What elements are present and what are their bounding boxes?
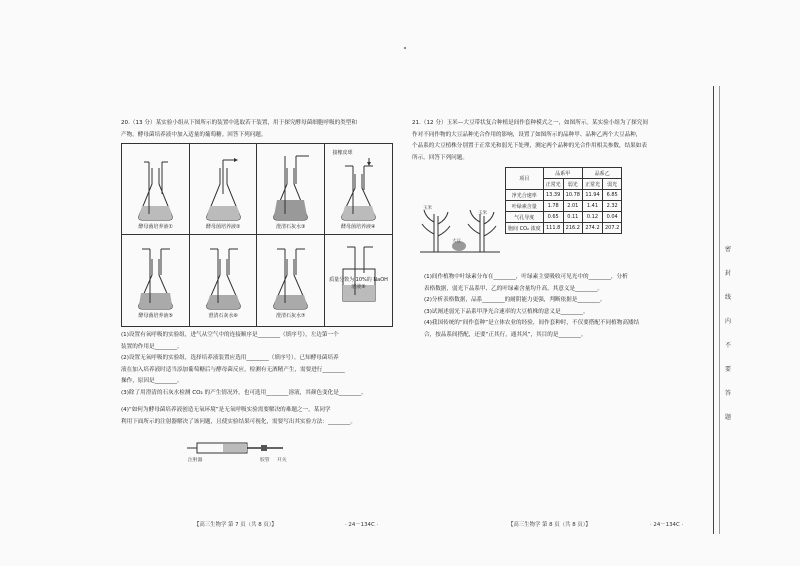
footer-left-code: · 24－134C ·	[345, 522, 379, 528]
binding-char: 线	[724, 294, 731, 301]
device-label: 澄清石灰水⑦	[276, 313, 306, 319]
q20-subq-line: (4)“如何为酵母菌培养液创造无氧环境”是无氧呼吸实验需要解决的难题之一，某同学	[121, 407, 331, 413]
footer-right-code: · 24－134C ·	[650, 522, 684, 528]
footer-right: 【高三生物学 第 8 页（共 8 页）】	[508, 522, 591, 528]
binding-char: 不	[724, 342, 731, 349]
table-row	[506, 190, 622, 201]
table-header-cell: 正常光	[543, 179, 563, 190]
table-header-cell: 项目	[506, 168, 544, 190]
q21-stem	[412, 118, 648, 164]
table-header-cell: 正常光	[582, 179, 602, 190]
scan-dot	[404, 47, 406, 49]
table-group-header: 品系乙	[582, 168, 621, 179]
fig-label-soybean: 大豆	[452, 239, 461, 244]
table-cell: 2.32	[602, 201, 621, 212]
footer-left: 【高三生物学 第 7 页（共 8 页）】	[194, 522, 277, 528]
q20-subq-line: 液在加入培养液时适当添加葡萄糖后与酵母菌反应，检测有无酒精产生，需要进行________	[121, 366, 345, 373]
table-cell: 1.41	[582, 201, 602, 212]
flask-icon	[257, 144, 324, 235]
q21-subq-line: 表格数据，弱光下品系甲、乙的叶绿素含量均升高，其意义是________。	[424, 285, 604, 292]
q21-subq-line: (2)分析表格数据，品系________的耐阴能力更强，判断依据是________。	[424, 297, 606, 303]
binding-char: 封	[724, 270, 731, 277]
binding-line-inner	[719, 86, 720, 534]
tube-label: 胶管	[260, 458, 270, 463]
table-cell: 净光合速率	[506, 190, 544, 201]
device-1	[122, 144, 190, 235]
table-cell: 0.12	[582, 212, 602, 223]
q20-subq-line: 操作，原因是________。	[121, 378, 183, 384]
flask-icon	[190, 144, 257, 235]
device-label: 酵母菌培养液④	[341, 224, 376, 230]
table-cell: 0.04	[602, 212, 621, 223]
device-2	[190, 144, 258, 235]
syringe-label: 注射器	[188, 458, 203, 463]
table-cell: 叶绿素含量	[506, 201, 544, 212]
q20-subq-line: (1)设置有氧呼吸的实验组，进气从空气中的连接顺序是________（填序号），左边第一个	[121, 332, 339, 338]
q20-subquestions	[121, 330, 367, 428]
table-cell: 216.2	[563, 223, 582, 234]
table-cell: 0.11	[563, 212, 582, 223]
q21-subq-line: (3)试阐述弱光下品系甲净光合速率的大豆植株的意义是________。	[424, 308, 589, 315]
q20-subq-line: (3)除了用澄清的石灰水检测 CO₂ 的产生情况外，也可选用________溶液，其颜色变化是________。	[121, 389, 367, 396]
q21-subq-line: 合，按品系间搭配，还要“正其行，通其风”，其目的是________。	[424, 331, 587, 338]
q20-subq-line: 利用下面所示的注射器解决了该问题，且使实验结果可视化，需要写出其实验方法：________。	[121, 418, 356, 425]
device-arrow-label: 接橡皮球	[332, 150, 353, 156]
device-7	[257, 235, 325, 326]
table-cell: 0.65	[543, 212, 563, 223]
table-cell: 6.85	[602, 190, 621, 201]
syringe-figure	[183, 439, 293, 469]
q20-subq-line: (2)设置无氧呼吸的实验组，选择培养液装置应选用________（填序号）。已知酵母菌培养	[121, 355, 339, 361]
device-label: 质量分数为 10%的 NaOH 溶液⑧	[329, 277, 388, 290]
q21-line: 所示。回答下列问题。	[412, 154, 468, 161]
device-5	[122, 235, 190, 326]
device-8	[325, 235, 393, 326]
q21-line: 个品系的大豆植株分别置于正常光和弱光下处理，测定两个品种的光合作用相关参数，结果如表	[412, 143, 647, 149]
binding-char: 答	[724, 390, 731, 397]
table-row	[506, 223, 622, 234]
device-label: 澄清石灰水⑥	[208, 313, 238, 319]
device-4	[325, 144, 393, 235]
q20-subq-line: 装置的作用是________。	[121, 343, 183, 350]
binding-char: 题	[724, 414, 731, 421]
intercrop-figure	[420, 200, 500, 256]
q21-subq-line: (1)间作植物中叶绿素分布在________，叶绿素主要吸收可见光中的________，分析	[424, 274, 628, 280]
device-6	[190, 235, 258, 326]
table-row	[506, 201, 622, 212]
fig-label-maize-right: 玉米	[478, 211, 487, 216]
flask-icon	[325, 144, 392, 235]
table-cell: 13.39	[543, 190, 563, 201]
table-row	[506, 212, 622, 223]
apparatus-grid	[121, 143, 393, 327]
table-cell: 10.78	[563, 190, 582, 201]
binding-notice	[722, 238, 734, 430]
binding-char: 内	[724, 318, 731, 325]
binding-char: 要	[724, 366, 731, 373]
device-label: 酵母菌培养液①	[138, 224, 173, 230]
binding-line	[713, 86, 714, 534]
table-header-cell: 弱光	[602, 179, 621, 190]
binding-char: 密	[724, 246, 731, 253]
q20-line: 产物。酵母菌培养液中加入适量的葡萄糖。回答下列问题。	[121, 131, 267, 138]
table-cell: 2.01	[563, 201, 582, 212]
q21-subquestions	[424, 272, 639, 341]
q20-stem	[121, 118, 357, 141]
table-cell: 111.8	[543, 223, 563, 234]
q21-line: 作对不同作物的大豆品种光合作用的影响，设置了如图所示的品种甲、品种乙两个大豆品种，	[412, 131, 642, 138]
table-cell: 207.2	[602, 223, 621, 234]
table-header-cell: 弱光	[563, 179, 582, 190]
device-label: 酵母菌培养液⑤	[138, 313, 173, 319]
switch-label: 开关	[277, 458, 287, 463]
q21-subq-line: (4)我国传统的“间作套种”是立体农业的经验，间作套种时，不仅要搭配不同植物高矮结	[424, 320, 640, 326]
table-cell: 1.78	[543, 201, 563, 212]
table-cell: 胞间 CO₂ 浓度	[506, 223, 544, 234]
fig-label-maize-left: 玉米	[423, 206, 432, 211]
table-cell: 274.2	[582, 223, 602, 234]
q21-data-table	[505, 167, 622, 234]
device-label: 澄清石灰水③	[276, 224, 306, 230]
q21-line: 21.（12 分）玉米—大豆带状复合种植是间作套种模式之一，如图所示。某实验小组为了探究间	[412, 120, 648, 126]
q20-line: 20.（13 分）某实验小组从下图所示的装置中选取若干装置，用于探究酵母菌细胞呼吸的类型和	[121, 120, 357, 126]
flask-icon	[122, 144, 189, 235]
device-3	[257, 144, 325, 235]
table-group-header: 品系甲	[543, 168, 582, 179]
device-label: 酵母菌培养液②	[206, 224, 241, 230]
table-cell: 气孔导度	[506, 212, 544, 223]
table-cell: 11.94	[582, 190, 602, 201]
